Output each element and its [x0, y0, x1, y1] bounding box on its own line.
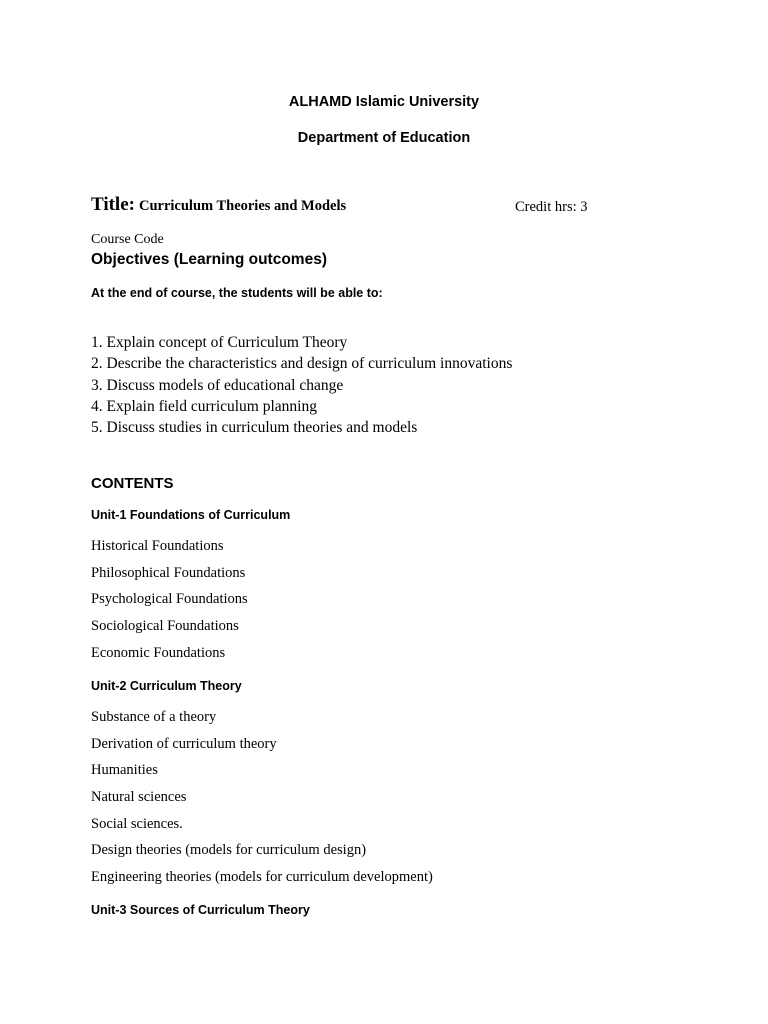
course-title-line	[91, 194, 346, 216]
unit-heading: Unit-1 Foundations of Curriculum	[91, 508, 291, 522]
topic-item: Engineering theories (models for curriculum development)	[91, 869, 433, 886]
topic-item: Humanities	[91, 762, 158, 779]
contents-heading: CONTENTS	[91, 475, 174, 492]
outcome-item: 3. Discuss models of educational change	[91, 376, 344, 394]
unit-heading: Unit-3 Sources of Curriculum Theory	[91, 903, 310, 917]
learning-outcomes-list	[91, 332, 512, 438]
objectives-intro: At the end of course, the students will be able to:	[91, 286, 383, 300]
course-title: Curriculum Theories and Models	[138, 198, 347, 214]
university-name: ALHAMD Islamic University	[288, 94, 480, 110]
outcome-item: 2. Describe the characteristics and design of curriculum innovations	[91, 355, 513, 373]
topic-item: Derivation of curriculum theory	[91, 735, 277, 752]
objectives-heading: Objectives (Learning outcomes)	[91, 251, 327, 268]
department-name: Department of Education	[297, 130, 471, 146]
topic-item: Social sciences.	[91, 815, 183, 832]
title-label: Title:	[91, 194, 135, 215]
topic-item: Psychological Foundations	[91, 591, 248, 608]
topic-item: Historical Foundations	[91, 538, 224, 554]
topic-item: Economic Foundations	[91, 644, 226, 661]
outcome-item: 5. Discuss studies in curriculum theories and models	[91, 419, 418, 437]
unit-topic-list	[91, 533, 248, 666]
course-code-label: Course Code	[91, 232, 164, 247]
outcome-item: 1. Explain concept of Curriculum Theory	[91, 334, 348, 351]
outcome-item: 4. Explain field curriculum planning	[91, 397, 317, 415]
credit-hours: Credit hrs: 3	[515, 199, 588, 215]
topic-item: Philosophical Foundations	[91, 564, 246, 581]
unit-topic-list	[91, 704, 433, 891]
topic-item: Substance of a theory	[91, 709, 217, 725]
topic-item: Sociological Foundations	[91, 618, 239, 635]
topic-item: Natural sciences	[91, 789, 187, 806]
unit-heading: Unit-2 Curriculum Theory	[91, 679, 242, 693]
topic-item: Design theories (models for curriculum design)	[91, 842, 367, 859]
